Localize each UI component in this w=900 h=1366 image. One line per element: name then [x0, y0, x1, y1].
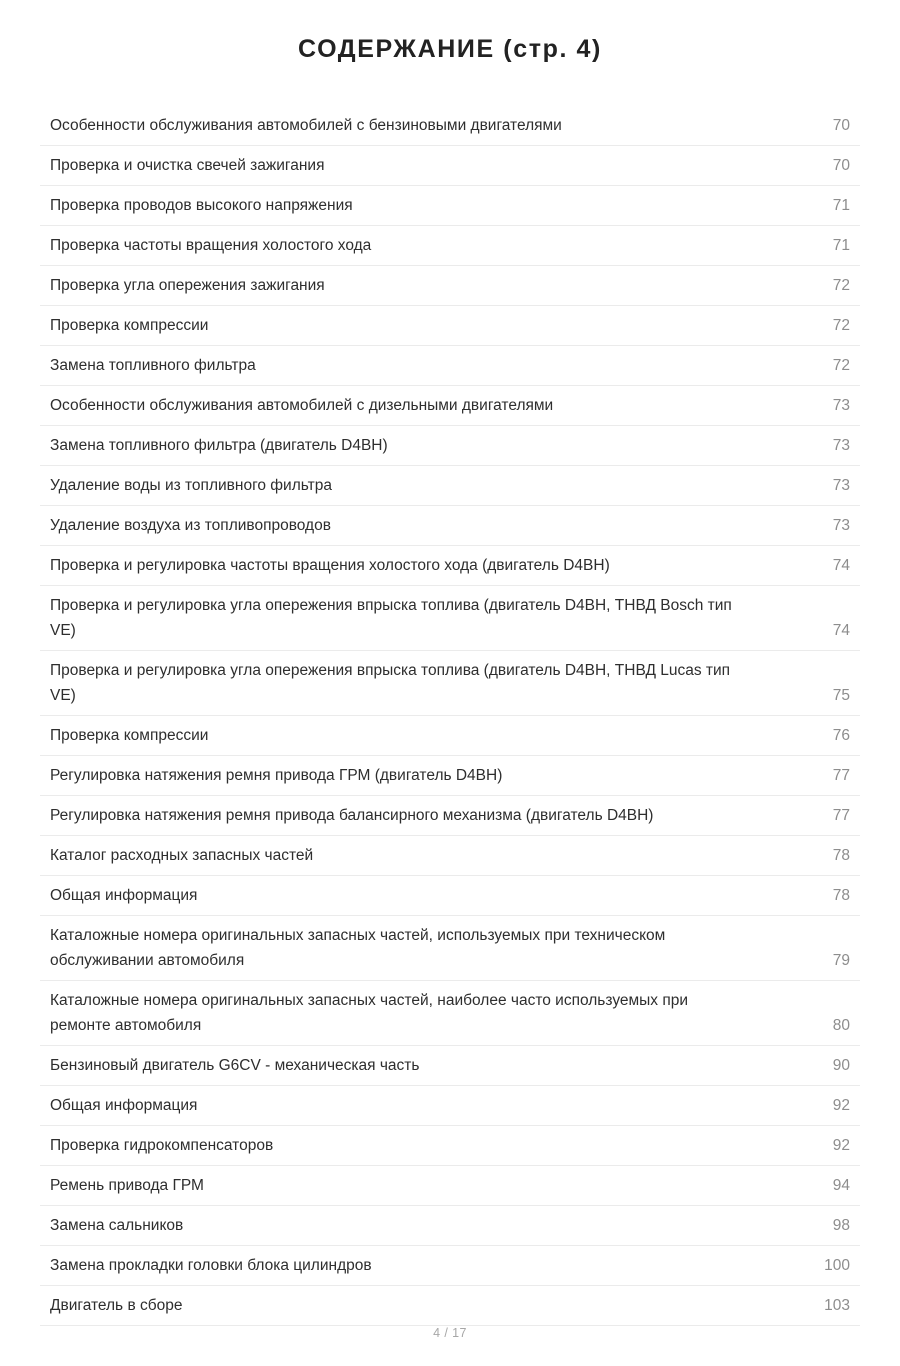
toc-entry[interactable]	[40, 106, 860, 146]
toc-entry-page-number: 76	[832, 727, 850, 744]
toc-entry-label: Двигатель в сборе	[50, 1297, 183, 1314]
toc-entry[interactable]	[40, 186, 860, 226]
toc-entry-page-number: 77	[832, 807, 850, 824]
toc-entry[interactable]	[40, 1166, 860, 1206]
toc-entry-label: Каталожные номера оригинальных запасных частей, используемых при техническом обслуживании автомобиля	[50, 927, 666, 969]
toc-entry[interactable]	[40, 651, 860, 716]
toc-entry-label: Проверка и регулировка частоты вращения холостого хода (двигатель D4BH)	[50, 557, 610, 574]
toc-entry-page-number: 77	[832, 767, 850, 784]
toc-entry-label: Замена прокладки головки блока цилиндров	[50, 1257, 372, 1274]
toc-entry-page-number: 78	[832, 887, 850, 904]
toc-entry[interactable]	[40, 716, 860, 756]
toc-entry-page-number: 73	[832, 437, 850, 454]
toc-entry[interactable]	[40, 386, 860, 426]
toc-entry-label: Проверка угла опережения зажигания	[50, 277, 325, 294]
toc-entry-label: Замена сальников	[50, 1217, 184, 1234]
toc-entry-label: Общая информация	[50, 887, 198, 904]
toc-entry-label: Проверка проводов высокого напряжения	[50, 197, 353, 214]
toc-entry-page-number: 72	[832, 277, 850, 294]
toc-entry-page-number: 92	[832, 1137, 850, 1154]
toc-entry[interactable]	[40, 916, 860, 981]
toc-entry-page-number: 75	[832, 687, 850, 704]
toc-entry-page-number: 100	[824, 1257, 850, 1274]
toc-entry[interactable]	[40, 586, 860, 651]
toc-entry[interactable]	[40, 506, 860, 546]
toc-entry[interactable]	[40, 876, 860, 916]
toc-entry-page-number: 71	[832, 197, 850, 214]
toc-entry-page-number: 72	[832, 357, 850, 374]
toc-entry[interactable]	[40, 226, 860, 266]
toc-entry-page-number: 70	[832, 117, 850, 134]
toc-entry[interactable]	[40, 836, 860, 876]
toc-entry-label: Удаление воздуха из топливопроводов	[50, 517, 331, 534]
toc-entry-label: Регулировка натяжения ремня привода балансирного механизма (двигатель D4BH)	[50, 807, 654, 824]
toc-entry-page-number: 90	[832, 1057, 850, 1074]
toc-entry[interactable]	[40, 466, 860, 506]
toc-entry[interactable]	[40, 1206, 860, 1246]
toc-entry[interactable]	[40, 546, 860, 586]
toc-entry[interactable]	[40, 306, 860, 346]
toc-entry-label: Общая информация	[50, 1097, 198, 1114]
toc-entry[interactable]	[40, 346, 860, 386]
toc-entry[interactable]	[40, 981, 860, 1046]
toc-entry-label: Проверка компрессии	[50, 727, 209, 744]
toc-entry-page-number: 73	[832, 397, 850, 414]
toc-entry[interactable]	[40, 1046, 860, 1086]
toc-entry-page-number: 78	[832, 847, 850, 864]
toc-entry[interactable]	[40, 1286, 860, 1326]
toc-entry-page-number: 94	[832, 1177, 850, 1194]
toc-entry-page-number: 103	[824, 1297, 850, 1314]
page-title: СОДЕРЖАНИЕ (стр. 4)	[298, 35, 602, 63]
toc-entry-label: Каталог расходных запасных частей	[50, 847, 314, 864]
toc-entry-page-number: 74	[832, 557, 850, 574]
toc-entry[interactable]	[40, 266, 860, 306]
toc-entry-page-number: 74	[832, 622, 850, 639]
toc-entry-page-number: 72	[832, 317, 850, 334]
toc-entry-label: Бензиновый двигатель G6CV - механическая часть	[50, 1057, 420, 1074]
toc-entry-page-number: 73	[832, 477, 850, 494]
toc-entry-page-number: 92	[832, 1097, 850, 1114]
toc-entry-label: Проверка и регулировка угла опережения впрыска топлива (двигатель D4BH, ТНВД Bosch тип VE)	[50, 597, 732, 639]
toc-entry-label: Замена топливного фильтра	[50, 357, 256, 374]
toc-entry-page-number: 70	[832, 157, 850, 174]
toc-entry-label: Каталожные номера оригинальных запасных частей, наиболее часто используемых при ремонте автомобиля	[50, 992, 689, 1034]
toc-entry-label: Ремень привода ГРМ	[50, 1177, 204, 1194]
toc-entry-label: Проверка гидрокомпенсаторов	[50, 1137, 274, 1154]
toc-entry-page-number: 73	[832, 517, 850, 534]
toc-entry-label: Проверка и регулировка угла опережения впрыска топлива (двигатель D4BH, ТНВД Lucas тип VE)	[50, 662, 731, 704]
toc-entry-page-number: 79	[832, 952, 850, 969]
toc-entry-page-number: 80	[832, 1017, 850, 1034]
toc-entry-label: Проверка частоты вращения холостого хода	[50, 237, 372, 254]
toc-entry[interactable]	[40, 796, 860, 836]
toc-entry[interactable]	[40, 146, 860, 186]
table-of-contents	[40, 106, 860, 1326]
toc-entry-label: Замена топливного фильтра (двигатель D4BH)	[50, 437, 388, 454]
toc-entry[interactable]	[40, 756, 860, 796]
page-footer: 4 / 17	[433, 1326, 467, 1340]
toc-entry[interactable]	[40, 426, 860, 466]
toc-entry-label: Проверка и очистка свечей зажигания	[50, 157, 325, 174]
toc-entry-page-number: 71	[832, 237, 850, 254]
toc-entry-label: Удаление воды из топливного фильтра	[50, 477, 332, 494]
toc-entry[interactable]	[40, 1126, 860, 1166]
toc-entry-page-number: 98	[832, 1217, 850, 1234]
toc-entry-label: Особенности обслуживания автомобилей с бензиновыми двигателями	[50, 117, 562, 134]
toc-entry[interactable]	[40, 1086, 860, 1126]
toc-entry[interactable]	[40, 1246, 860, 1286]
toc-entry-label: Проверка компрессии	[50, 317, 209, 334]
toc-entry-label: Особенности обслуживания автомобилей с дизельными двигателями	[50, 397, 554, 414]
toc-entry-label: Регулировка натяжения ремня привода ГРМ (двигатель D4BH)	[50, 767, 503, 784]
